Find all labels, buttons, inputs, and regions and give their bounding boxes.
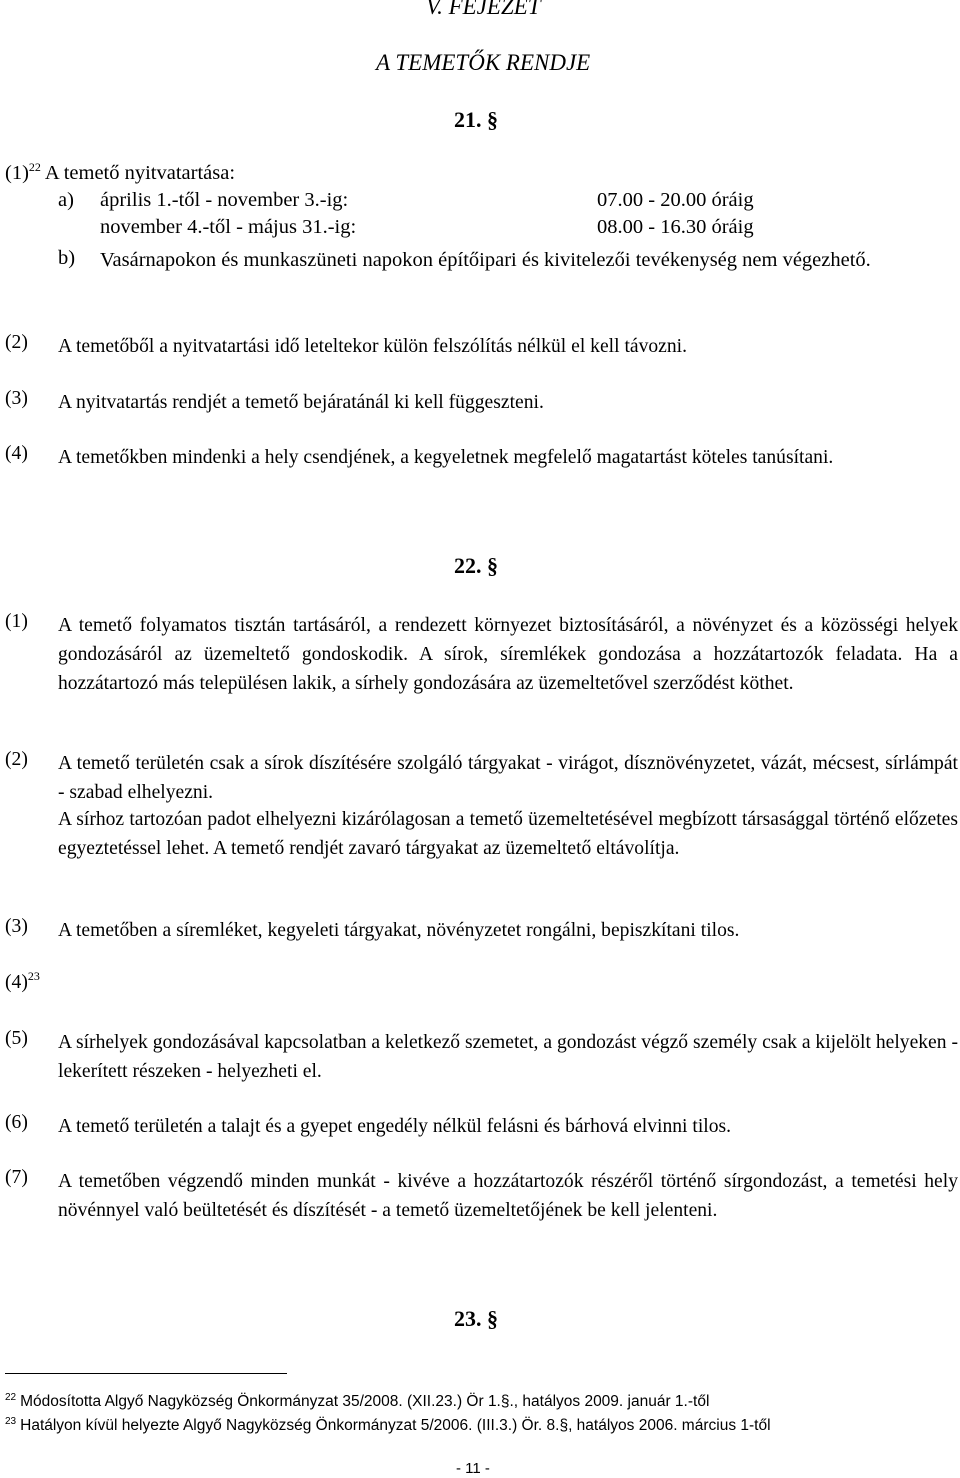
footnote-ref-23[interactable]: 23: [27, 969, 40, 983]
chapter-title: A TEMETŐK RENDJE: [376, 50, 591, 75]
chapter-label: V. FEJEZET: [426, 0, 541, 19]
footnote-22-text: Módosította Algyő Nagyközség Önkormányzat 35/2008. (XII.23.) Ör 1.§., hatályos 2009. január 1.-től: [20, 1393, 710, 1410]
footnote-22: [5, 1393, 709, 1411]
s22-p5-text: A sírhelyek gondozásával kapcsolatban a keletkező szemetet, a gondozást végző személy csak a kijelölt helyeken - lekerített részeken - helyezheti el.: [58, 1032, 958, 1082]
s22-p4-num: (4): [5, 972, 28, 993]
s22-p4: [5, 969, 40, 994]
s21-p4-num: (4): [5, 443, 28, 464]
s21-b-text: Vasárnapokon és munkaszüneti napokon építőipari és kivitelezői tevékenység nem végezhető.: [100, 249, 871, 271]
s21-a-period-1: április 1.-től - november 3.-ig:: [100, 189, 349, 211]
s22-p2-num: (2): [5, 749, 28, 770]
s22-p3-text: A temetőben a síremléket, kegyeleti tárgyakat, növényzetet rongálni, bepiszkítani tilos.: [58, 920, 740, 941]
page-number: - 11 -: [456, 1460, 490, 1477]
s21-a-hours-1: 07.00 - 20.00 óráig: [597, 189, 754, 211]
s21-a-label: a): [58, 189, 74, 211]
footnote-23-text: Hatályon kívül helyezte Algyő Nagyközség Önkormányzat 5/2006. (III.3.) Ör. 8.§, hatályos 2006. március 1-től: [20, 1417, 771, 1434]
section-22-heading: 22. §: [454, 553, 498, 578]
s21-p2-num: (2): [5, 332, 28, 353]
s21-p2-text: A temetőből a nyitvatartási idő leteltekor külön felszólítás nélkül el kell távozni.: [58, 336, 688, 357]
s22-p2-text-b: A sírhoz tartozóan padot elhelyezni kizárólagosan a temető üzemeltetésével megbízott társasággal történő előzetes egyeztetéssel lehet. A temető rendjét zavaró tárgyakat az üzemeltető eltávolítja.: [58, 809, 958, 859]
s22-p1-num: (1): [5, 611, 28, 632]
s22-p6-text: A temető területén a talajt és a gyepet engedély nélkül felásni és bárhová elvinni tilos.: [58, 1116, 732, 1137]
s21-p1-text: A temető nyitvatartása:: [44, 162, 236, 184]
s21-p4-text: A temetőkben mindenki a hely csendjének, a kegyeletnek megfelelő magatartást köteles tanúsítani.: [58, 447, 834, 468]
footnote-23: [5, 1417, 771, 1435]
footnote-separator: [5, 1373, 287, 1374]
s21-p1: [5, 162, 235, 185]
section-23-heading: 23. §: [454, 1306, 498, 1331]
s22-p6-num: (6): [5, 1112, 28, 1133]
s21-a-period-2: november 4.-től - május 31.-ig:: [100, 216, 357, 238]
footnote-ref-22[interactable]: 22: [28, 160, 41, 174]
s22-p2-text-a: A temető területén csak a sírok díszítésére szolgáló tárgyakat - virágot, dísznövényzetet, vázát, mécsest, sírlámpát - szabad elhelyezni.: [58, 753, 958, 803]
footnote-23-num: 23: [5, 1416, 17, 1427]
footnote-22-num: 22: [5, 1392, 17, 1403]
s22-p1-text: A temető folyamatos tisztán tartásáról, a rendezett környezet biztosításáról, a növényzet és a közösségi helyek gondozásáról az üzemeltető gondoskodik. A sírok, síremlékek gondozása a hozzátartozók feladata. Ha a hozzátartozó más településen lakik, a sírhely gondozására az üzemeltetővel szerződést köthet.: [58, 615, 958, 694]
s21-a-hours-2: 08.00 - 16.30 óráig: [597, 216, 754, 238]
section-21-heading: 21. §: [454, 107, 498, 132]
s22-p3-num: (3): [5, 916, 28, 937]
s22-p7-text: A temetőben végzendő minden munkát - kivéve a hozzátartozók részéről történő sírgondozást, a temetési hely növénnyel való beültetését és díszítését - a temető üzemeltetőjének be kell jelenteni.: [58, 1171, 958, 1221]
s21-p1-num: (1): [5, 162, 29, 184]
s21-b-label: b): [58, 247, 76, 269]
s22-p7-num: (7): [5, 1167, 28, 1188]
s21-p3-text: A nyitvatartás rendjét a temető bejáratánál ki kell függeszteni.: [58, 392, 544, 413]
s22-p5-num: (5): [5, 1028, 28, 1049]
s21-p3-num: (3): [5, 388, 28, 409]
